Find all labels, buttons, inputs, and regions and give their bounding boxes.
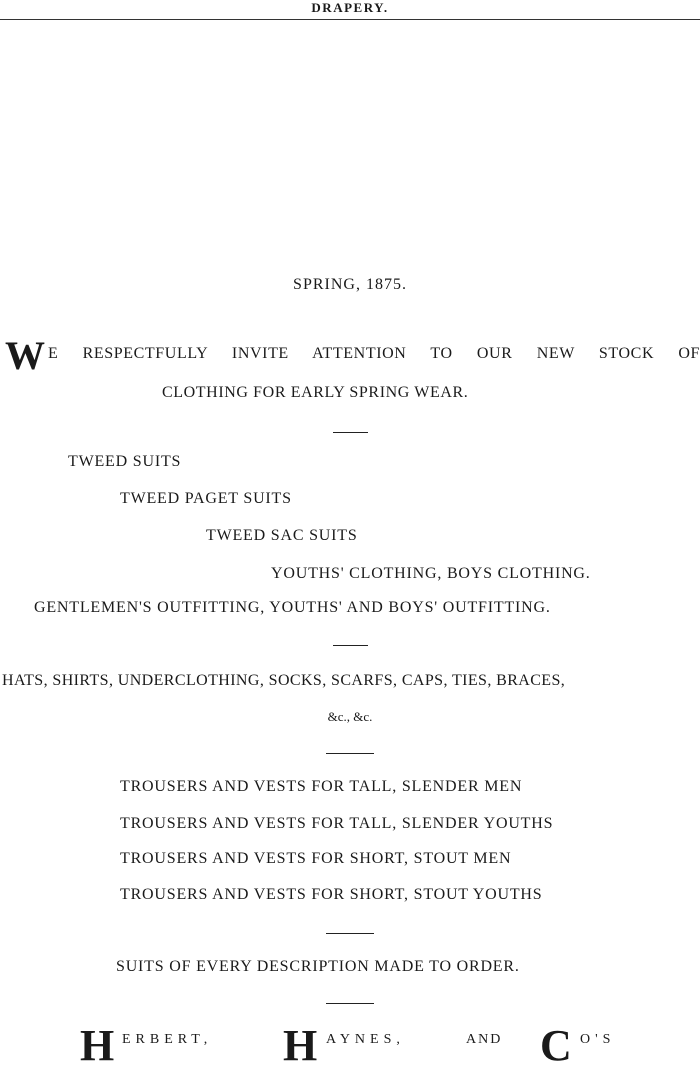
etc-line: &c., &c. xyxy=(327,709,373,724)
firm-conjunction: AND xyxy=(466,1032,503,1047)
firm-initial: C xyxy=(540,1021,572,1070)
list-item: TWEED SUITS xyxy=(68,453,182,470)
header-rule xyxy=(0,19,700,20)
intro-line-1: E RESPECTFULLY INVITE ATTENTION TO OUR NEW STOCK OF xyxy=(48,345,700,362)
firm-initial: H xyxy=(283,1021,318,1070)
firm-name-part: O'S xyxy=(580,1032,616,1047)
divider-rule xyxy=(333,645,368,646)
list-item: TWEED PAGET SUITS xyxy=(120,490,292,507)
list-item: YOUTHS' CLOTHING, BOYS CLOTHING. xyxy=(271,565,591,582)
divider-rule xyxy=(333,432,368,433)
season-heading: SPRING, 1875. xyxy=(293,276,407,293)
firm-name-part: ERBERT, xyxy=(122,1032,213,1047)
section-title: DRAPERY. xyxy=(311,0,389,15)
list-item: TROUSERS AND VESTS FOR TALL, SLENDER YOUTHS xyxy=(120,815,554,832)
outfitting-line: GENTLEMEN'S OUTFITTING, YOUTHS' AND BOYS' OUTFITTING. xyxy=(34,599,551,616)
accessories-line: HATS, SHIRTS, UNDERCLOTHING, SOCKS, SCARFS, CAPS, TIES, BRACES, xyxy=(2,672,566,689)
divider-rule xyxy=(326,753,374,754)
divider-rule xyxy=(326,1003,374,1004)
list-item: TROUSERS AND VESTS FOR SHORT, STOUT MEN xyxy=(120,850,512,867)
divider-rule xyxy=(326,933,374,934)
list-item: TWEED SAC SUITS xyxy=(206,527,358,544)
list-item: TROUSERS AND VESTS FOR TALL, SLENDER MEN xyxy=(120,778,523,795)
firm-initial: H xyxy=(80,1021,115,1070)
drop-cap: W xyxy=(5,333,45,378)
firm-name-part: AYNES, xyxy=(326,1032,405,1047)
made-to-order-line: SUITS OF EVERY DESCRIPTION MADE TO ORDER. xyxy=(116,958,520,975)
intro-line-2: CLOTHING FOR EARLY SPRING WEAR. xyxy=(162,384,469,401)
list-item: TROUSERS AND VESTS FOR SHORT, STOUT YOUTHS xyxy=(120,886,543,903)
